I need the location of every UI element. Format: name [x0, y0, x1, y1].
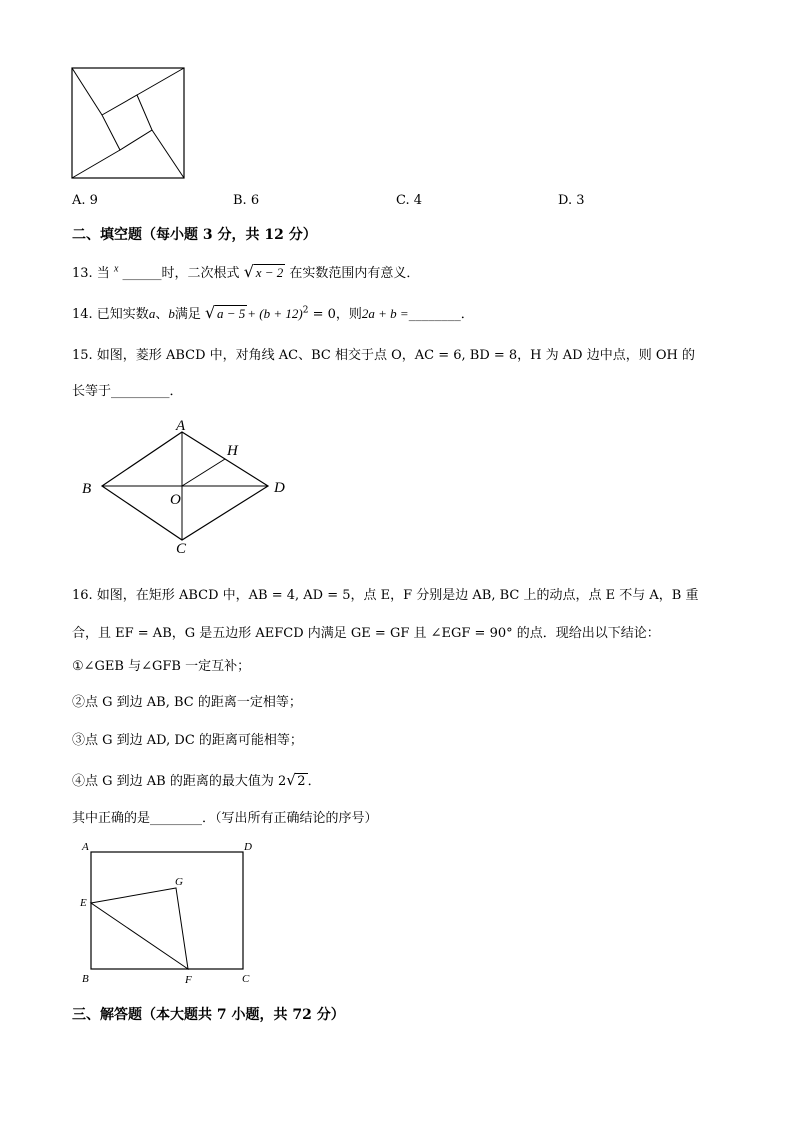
q14-end: ． — [460, 307, 474, 322]
q16-c4-coef: 2 — [278, 774, 287, 789]
q14-mid: 满足 — [174, 307, 201, 322]
q13-var: x — [113, 263, 119, 275]
q15-blank: _________ — [111, 384, 170, 399]
q13-num: 13. 当 — [72, 266, 110, 281]
sqrt-symbol: √ — [286, 771, 296, 789]
q14-expr2: 2a + b = — [361, 306, 409, 321]
q14-a: a — [148, 306, 156, 321]
q13-radicand: x − 2 — [255, 265, 284, 280]
label-g: G — [175, 876, 183, 888]
q16-blank: ________ — [150, 811, 203, 826]
q16-c4-end: ． — [307, 774, 321, 789]
sqrt-symbol: √ — [243, 262, 254, 281]
q16-ask-end: ．（写出所有正确结论的序号） — [202, 811, 378, 826]
label-b: B — [82, 973, 89, 985]
q15-line2-text: 长等于 — [72, 384, 112, 399]
label-c: C — [242, 973, 250, 985]
label-c: C — [176, 541, 187, 557]
rectangle-abcd — [91, 852, 243, 969]
q16-line2: 合，且 EF = AB，G 是五边形 AEFCD 内满足 GE = GF 且 ∠EGF = 90° 的点．现给出以下结论： — [72, 626, 660, 641]
q16-c4-pre: ④点 G 到边 AB 的距离的最大值为 — [72, 774, 274, 789]
triangle-egf — [91, 888, 188, 969]
q13-tail: 在实数范围内有意义． — [289, 266, 420, 281]
q14-expr: + (b + 12) — [247, 306, 303, 321]
label-a: A — [176, 418, 186, 434]
q16-conclusion-2: ②点 G 到边 AB, BC 的距离一定相等； — [72, 695, 302, 710]
section2-title: 二、填空题（每小题 3 分，共 12 分） — [72, 227, 317, 243]
option-b: B. 6 — [233, 193, 260, 208]
q14-blank: ________ — [408, 307, 461, 322]
q16-c4-rad: 2 — [297, 774, 306, 789]
q13-blank: ______ — [122, 266, 162, 281]
q16-conclusion-3: ③点 G 到边 AD, DC 的距离可能相等； — [72, 733, 303, 748]
q16-ask-text: 其中正确的是 — [72, 811, 151, 826]
label-d: D — [274, 480, 285, 496]
q15-end: ． — [169, 384, 183, 399]
q14-b: b — [168, 306, 175, 321]
sqrt-symbol: √ — [204, 303, 216, 322]
q14-sup: 2 — [302, 305, 309, 316]
q16-line1: 16. 如图，在矩形 ABCD 中，AB = 4, AD = 5，点 E，F 分别是边 AB, BC 上的动点，点 E 不与 A，B 重 — [72, 588, 699, 603]
q14-radicand: a − 5 — [216, 306, 246, 321]
option-d: D. 3 — [558, 193, 585, 208]
q14-num: 14. 已知实数 — [72, 307, 149, 322]
option-c: C. 4 — [396, 193, 423, 208]
option-a: A. 9 — [72, 193, 98, 208]
label-a: A — [82, 841, 89, 853]
label-o: O — [170, 492, 181, 508]
section3-title: 三、解答题（本大题共 7 小题，共 72 分） — [72, 1007, 345, 1023]
q14-eq: = 0，则 — [312, 307, 362, 322]
label-b: B — [82, 481, 92, 497]
label-d: D — [244, 841, 252, 853]
q16-conclusion-1: ①∠GEB 与∠GFB 一定互补； — [72, 659, 251, 674]
q13-mid: 时，二次根式 — [161, 266, 240, 281]
q15-line1: 15. 如图，菱形 ABCD 中，对角线 AC、BC 相交于点 O，AC = 6, BD = 8，H 为 AD 边中点，则 OH 的 — [72, 348, 695, 363]
label-e: E — [80, 897, 87, 909]
label-f: F — [185, 974, 192, 986]
label-h: H — [227, 443, 238, 459]
q14-sep: 、 — [155, 307, 169, 322]
